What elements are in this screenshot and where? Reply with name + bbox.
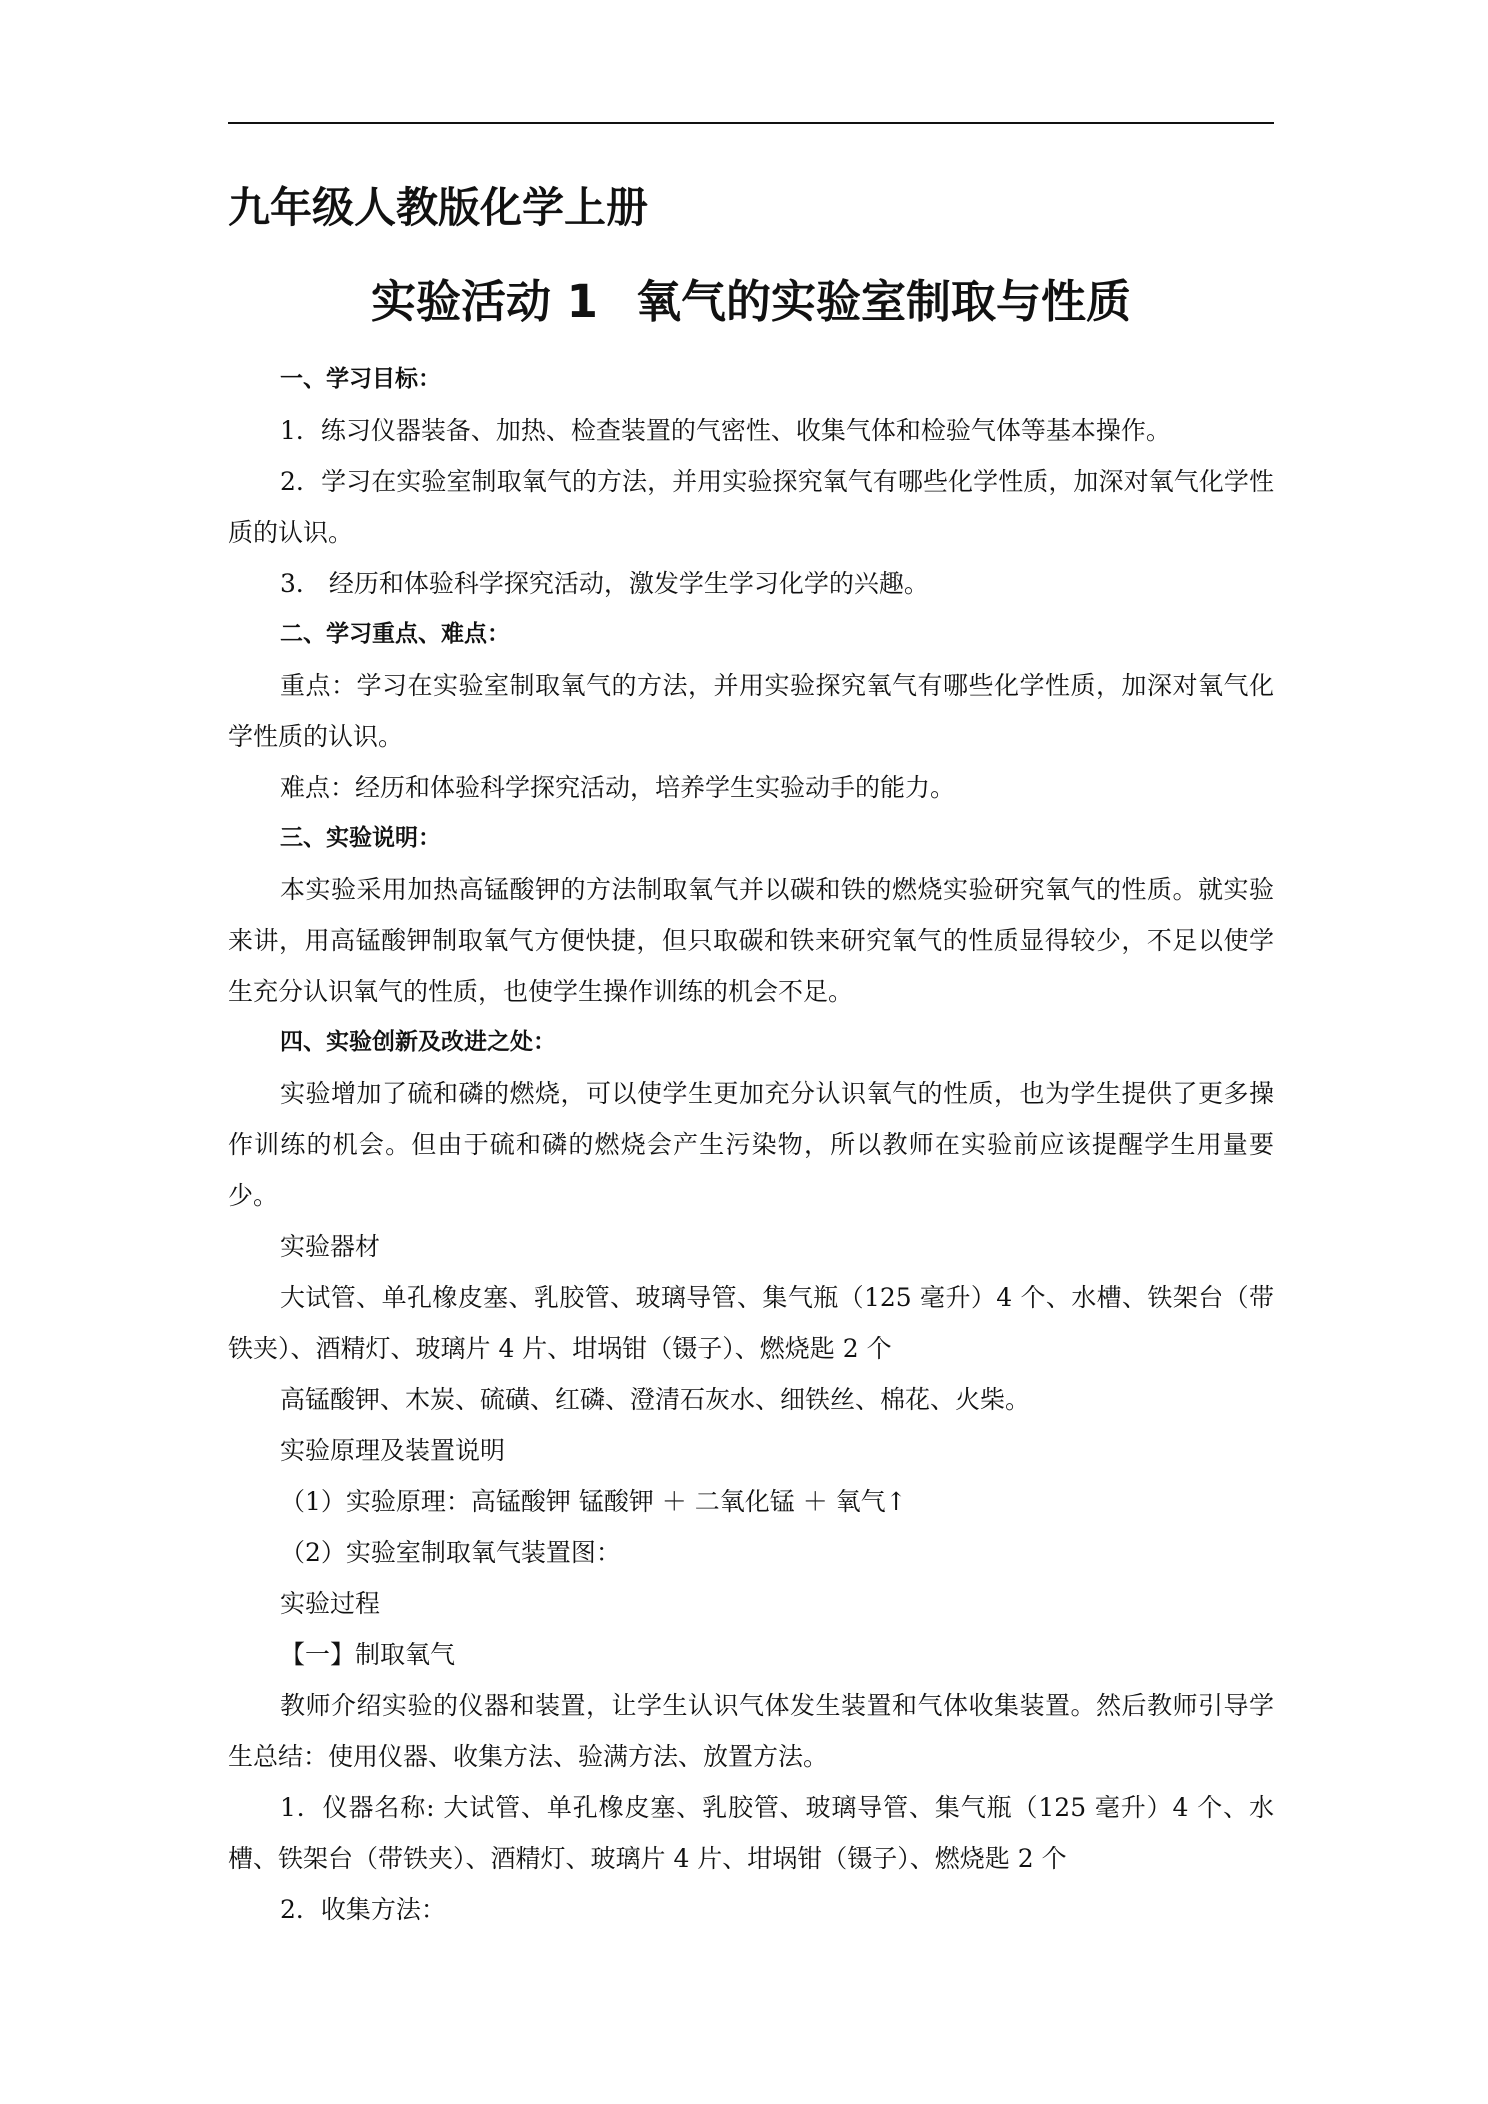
goal-item-2: 2．学习在实验室制取氧气的方法，并用实验探究氧气有哪些化学性质，加深对氧气化学性质的认识。: [228, 467, 1274, 547]
reagents-list: 高锰酸钾、木炭、硫磺、红磷、澄清石灰水、细铁丝、棉花、火柴。: [280, 1385, 1031, 1414]
collection-method: 2．收集方法：: [280, 1895, 446, 1924]
subtitle-activity-number: 实验活动 1: [371, 275, 598, 328]
goal-item-1: 1．练习仪器装备、加热、检查装置的气密性、收集气体和检验气体等基本操作。: [280, 416, 1171, 445]
section-heading-innovation: 四、实验创新及改进之处：: [280, 1029, 556, 1055]
section-heading-goals: 一、学习目标：: [280, 366, 441, 392]
section-heading-key-points: 二、学习重点、难点：: [280, 621, 510, 647]
header-rule: [228, 122, 1274, 124]
equipment-label: 实验器材: [280, 1232, 381, 1261]
document-content: [228, 180, 1274, 1935]
step-one-label: 【一】制取氧气: [280, 1640, 456, 1669]
goal-item-3: 3． 经历和体验科学探究活动，激发学生学习化学的兴趣。: [280, 569, 929, 598]
document-subtitle: [228, 272, 1274, 332]
principle-apparatus-figure-label: （2）实验室制取氧气装置图：: [280, 1538, 621, 1567]
step-one-intro: 教师介绍实验的仪器和装置，让学生认识气体发生装置和气体收集装置。然后教师引导学生总结：使用仪器、收集方法、验满方法、放置方法。: [228, 1691, 1274, 1771]
principle-label: 实验原理及装置说明: [280, 1436, 506, 1465]
innovation-text: 实验增加了硫和磷的燃烧，可以使学生更加充分认识氧气的性质，也为学生提供了更多操作训练的机会。但由于硫和磷的燃烧会产生污染物，所以教师在实验前应该提醒学生用量要少。: [228, 1079, 1274, 1210]
section-heading-explanation: 三、实验说明：: [280, 825, 441, 851]
difficult-point-text: 难点：经历和体验科学探究活动，培养学生实验动手的能力。: [280, 773, 956, 802]
subtitle-topic: 氧气的实验室制取与性质: [635, 275, 1131, 328]
key-point-text: 重点：学习在实验室制取氧气的方法，并用实验探究氧气有哪些化学性质，加深对氧气化学性质的认识。: [228, 671, 1274, 751]
instrument-names: 1．仪器名称: 大试管、单孔橡皮塞、乳胶管、玻璃导管、集气瓶（125 毫升）4 个、水槽、铁架台（带铁夹）、酒精灯、玻璃片 4 片、坩埚钳（镊子）、燃烧匙 2 个: [228, 1793, 1274, 1873]
principle-equation: （1）实验原理：高锰酸钾 锰酸钾 ＋ 二氧化锰 ＋ 氧气↑: [280, 1487, 907, 1516]
document-title: 九年级人教版化学上册: [228, 183, 649, 232]
document-body: [228, 354, 1274, 1935]
explanation-text: 本实验采用加热高锰酸钾的方法制取氧气并以碳和铁的燃烧实验研究氧气的性质。就实验来讲，用高锰酸钾制取氧气方便快捷，但只取碳和铁来研究氧气的性质显得较少，不足以使学生充分认识氧气的性质，也使学生操作训练的机会不足。: [228, 875, 1274, 1006]
equipment-list: 大试管、单孔橡皮塞、乳胶管、玻璃导管、集气瓶（125 毫升）4 个、水槽、铁架台（带铁夹）、酒精灯、玻璃片 4 片、坩埚钳（镊子）、燃烧匙 2 个: [228, 1283, 1274, 1363]
process-label: 实验过程: [280, 1589, 381, 1618]
